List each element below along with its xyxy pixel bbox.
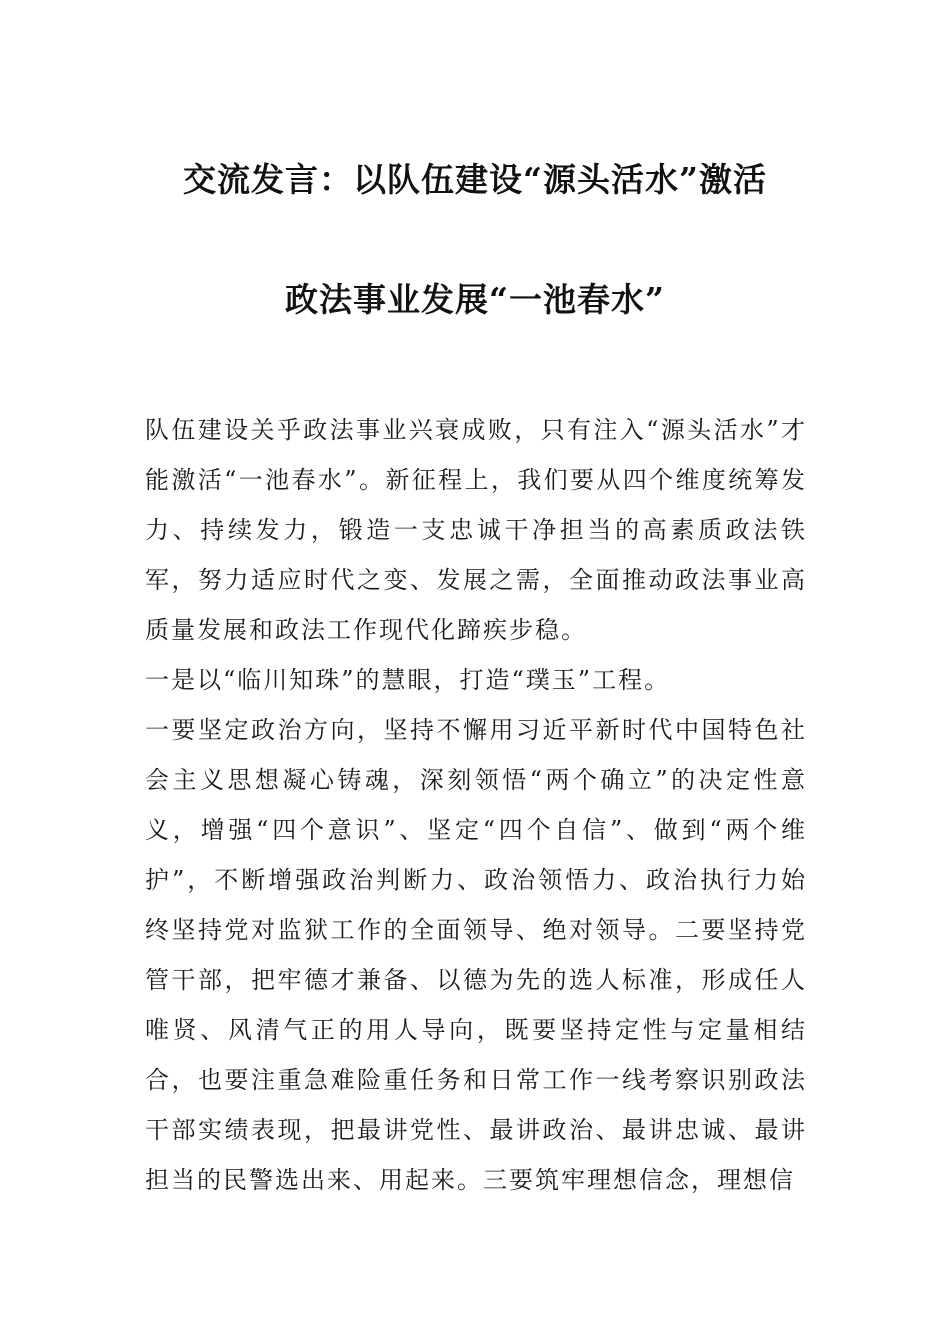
document-body [145,405,807,1205]
paragraph-detail: 一要坚定政治方向，坚持不懈用习近平新时代中国特色社会主义思想凝心铸魂，深刻领悟“两个确立”的决定性意义，增强“四个意识”、坚定“四个自信”、做到“两个维护”，不断增强政治判断力、政治领悟力、政治执行力始终坚持党对监狱工作的全面领导、绝对领导。二要坚持党管干部，把牢德才兼备、以德为先的选人标准，形成任人唯贤、风清气正的用人导向，既要坚持定性与定量相结合，也要注重急难险重任务和日常工作一线考察识别政法干部实绩表现，把最讲党性、最讲政治、最讲忠诚、最讲担当的民警选出来、用起来。三要筑牢理想信念，理想信 [145,716,807,1194]
paragraph-intro: 队伍建设关乎政法事业兴衰成败，只有注入“源头活水”才能激活“一池春水”。新征程上，我们要从四个维度统筹发力、持续发力，锻造一支忠诚干净担当的高素质政法铁军，努力适应时代之变、发展之需，全面推动政法事业高质量发展和政法工作现代化蹄疾步稳。 [145,416,807,644]
document-title-line-2: 政法事业发展“一池春水” [285,280,665,319]
paragraph-heading-one: 一是以“临川知珠”的慧眼，打造“璞玉”工程。 [145,666,671,694]
document-title-line-1: 交流发言：以队伍建设“源头活水”激活 [183,160,767,199]
